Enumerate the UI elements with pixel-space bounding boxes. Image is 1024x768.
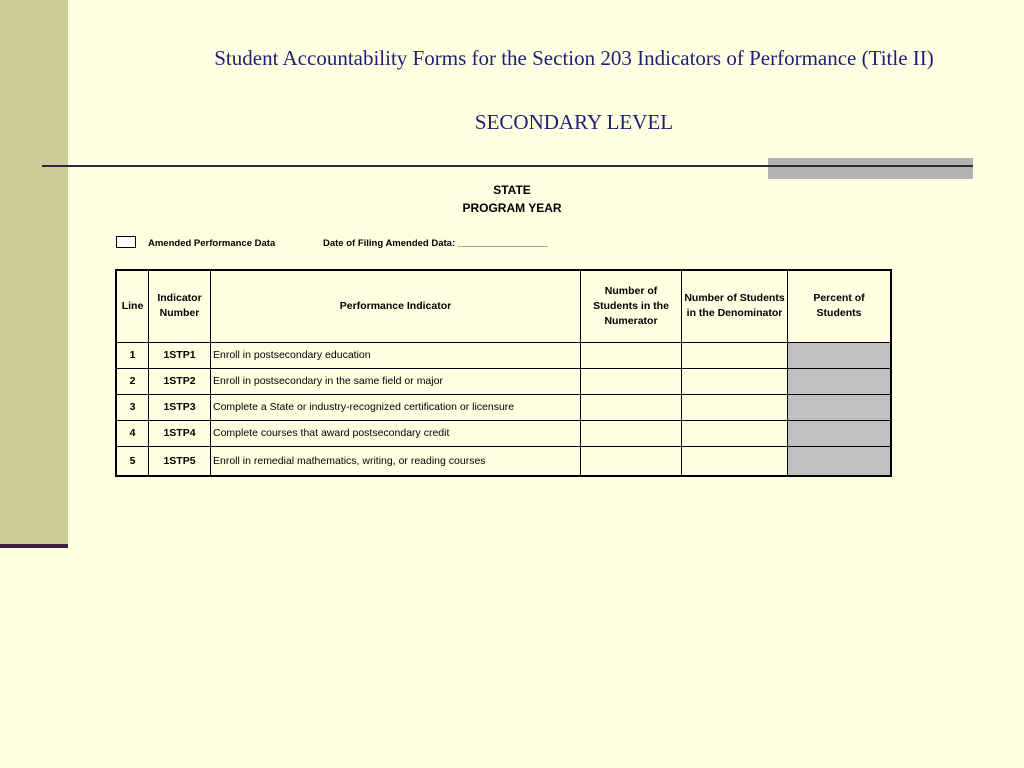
line-cell: 4 [116, 420, 149, 446]
numerator-cell[interactable] [581, 394, 682, 420]
percent-cell [788, 342, 892, 368]
filing-date-field[interactable]: Date of Filing Amended Data: _________________ [323, 238, 548, 249]
left-decorative-bar [0, 0, 68, 545]
denominator-cell[interactable] [682, 368, 788, 394]
line-cell: 3 [116, 394, 149, 420]
percent-cell [788, 368, 892, 394]
table-row [116, 446, 891, 476]
percent-cell [788, 420, 892, 446]
description-cell: Enroll in postsecondary in the same field or major [211, 368, 581, 394]
denominator-cell[interactable] [682, 394, 788, 420]
col-header-numerator: Number of Students in the Numerator [581, 270, 682, 342]
amended-data-label: Amended Performance Data [148, 238, 276, 249]
indicator-cell: 1STP5 [149, 446, 211, 476]
denominator-cell[interactable] [682, 420, 788, 446]
numerator-cell[interactable] [581, 368, 682, 394]
line-cell: 5 [116, 446, 149, 476]
state-header [412, 181, 612, 217]
description-cell: Complete courses that award postsecondary credit [211, 420, 581, 446]
page-title: Student Accountability Forms for the Section 203 Indicators of Performance (Title II) [214, 46, 934, 70]
numerator-cell[interactable] [581, 342, 682, 368]
description-cell: Enroll in postsecondary education [211, 342, 581, 368]
program-year-label: PROGRAM YEAR [462, 201, 562, 215]
page-subtitle: SECONDARY LEVEL [474, 110, 674, 134]
state-label: STATE [493, 183, 531, 197]
numerator-cell[interactable] [581, 446, 682, 476]
percent-cell [788, 446, 892, 476]
indicator-cell: 1STP3 [149, 394, 211, 420]
indicator-cell: 1STP2 [149, 368, 211, 394]
amended-data-checkbox[interactable] [116, 236, 136, 248]
line-cell: 1 [116, 342, 149, 368]
indicator-cell: 1STP4 [149, 420, 211, 446]
table-row [116, 394, 891, 420]
performance-table [115, 269, 892, 477]
col-header-line: Line [116, 270, 149, 342]
denominator-cell[interactable] [682, 342, 788, 368]
description-cell: Enroll in remedial mathematics, writing, or reading courses [211, 446, 581, 476]
col-header-percent: Percent of Students [788, 270, 892, 342]
col-header-denominator: Number of Students in the Denominator [682, 270, 788, 342]
table-row [116, 342, 891, 368]
table-row [116, 368, 891, 394]
table-header-row [116, 270, 891, 342]
percent-cell [788, 394, 892, 420]
denominator-cell[interactable] [682, 446, 788, 476]
col-header-indicator-number: Indicator Number [149, 270, 211, 342]
table-row [116, 420, 891, 446]
divider-accent-block [768, 158, 973, 179]
col-header-performance-indicator: Performance Indicator [211, 270, 581, 342]
numerator-cell[interactable] [581, 420, 682, 446]
line-cell: 2 [116, 368, 149, 394]
left-bar-accent [0, 544, 68, 548]
description-cell: Complete a State or industry-recognized certification or licensure [211, 394, 581, 420]
indicator-cell: 1STP1 [149, 342, 211, 368]
